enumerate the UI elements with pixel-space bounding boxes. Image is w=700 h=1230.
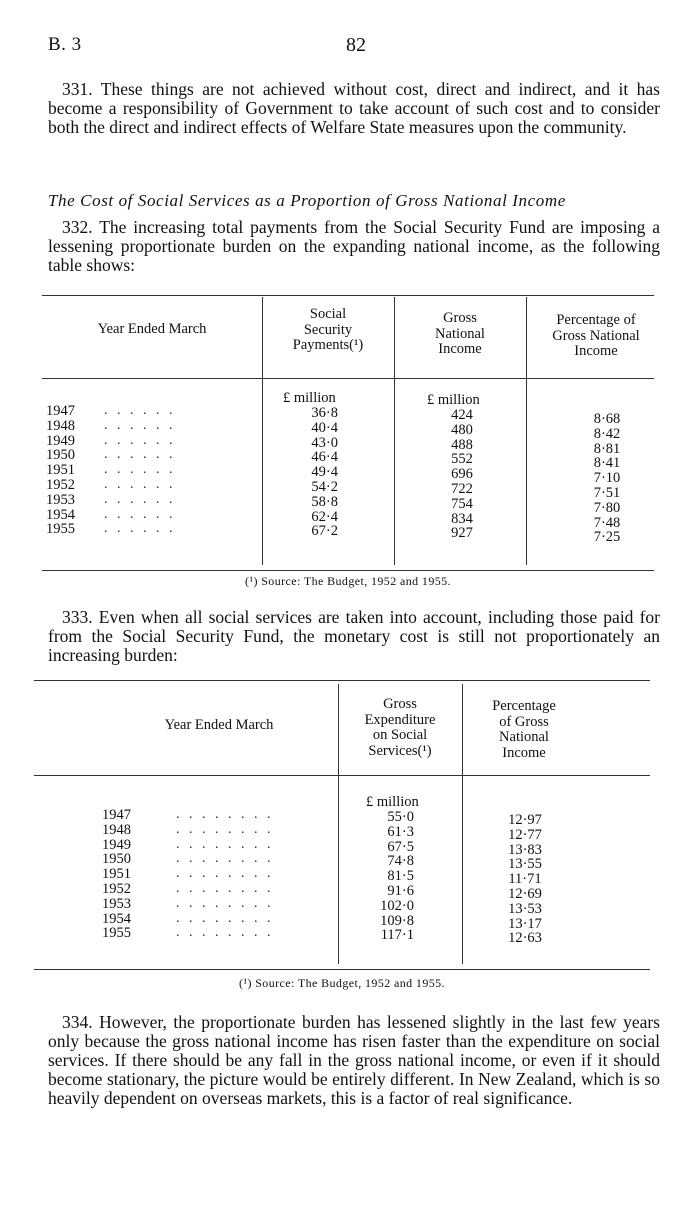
table-cell: 1950: [102, 851, 131, 868]
table1-footnote: (¹) Source: The Budget, 1952 and 1955.: [245, 574, 451, 588]
table1-years: [46, 404, 75, 537]
table1-header-rule: [42, 378, 654, 379]
header-line: Percentage: [492, 698, 556, 714]
paragraph-333: [48, 608, 660, 665]
table-cell: 834: [451, 510, 473, 527]
table1-ssp-values: [296, 406, 338, 539]
table-cell: 1948: [46, 417, 75, 434]
table-cell: 424: [451, 407, 473, 423]
table-cell: 1951: [102, 866, 131, 883]
table-cell: 1947: [46, 403, 75, 419]
table-cell: 1953: [46, 491, 75, 508]
table2-footnote: (¹) Source: The Budget, 1952 and 1955.: [239, 976, 445, 990]
table1-top-rule: [42, 295, 654, 296]
header-line: Gross National: [552, 327, 640, 344]
table-cell: 7·51: [593, 484, 621, 501]
table-cell: 40·4: [311, 419, 338, 436]
table-cell: 12·97: [508, 812, 542, 828]
table2-years: [102, 808, 131, 941]
paragraph-331: [48, 80, 660, 137]
table-cell: 13·17: [508, 915, 542, 932]
table-cell: 8·42: [593, 425, 621, 442]
dot-leader: . . . . . .: [104, 521, 176, 537]
table1-gni-values: [432, 408, 492, 541]
table-cell: 1948: [102, 821, 131, 838]
table2-header-rule: [34, 775, 650, 776]
table1-header-gni: [394, 311, 526, 358]
table-cell: 552: [451, 451, 473, 468]
table-cell: 61·3: [387, 823, 414, 840]
table-cell: 46·4: [311, 449, 338, 466]
table-cell: 91·6: [387, 882, 414, 899]
dot-leader: . . . . . . . .: [176, 925, 274, 941]
table2-bottom-rule: [34, 969, 650, 970]
dot-leader: . . . . . . . .: [176, 836, 274, 852]
dot-leader: . . . . . . . .: [176, 807, 274, 822]
header-line: of Gross: [499, 713, 549, 730]
header-line: Income: [574, 343, 618, 359]
table1-pct-values: [572, 412, 642, 545]
table-cell: 7·10: [593, 470, 621, 487]
table-cell: 1953: [102, 895, 131, 912]
table-cell: 1952: [46, 476, 75, 493]
table-cell: 927: [451, 525, 473, 542]
table-cell: 117·1: [380, 927, 414, 944]
table-cell: 13·83: [508, 841, 542, 858]
table2-unit-ges: £ million: [366, 794, 419, 810]
dot-leader: . . . . . .: [104, 447, 176, 463]
table2-header-ges: [338, 697, 462, 759]
header-line: Expenditure: [364, 711, 436, 728]
table-cell: 36·8: [311, 405, 338, 421]
document-code: B. 3: [48, 34, 82, 55]
table2-top-rule: [34, 680, 650, 681]
dot-leader: . . . . . .: [104, 476, 176, 492]
table-cell: 480: [451, 421, 473, 438]
header-line: on Social: [372, 727, 428, 743]
header-line: Gross: [443, 310, 477, 326]
table-cell: 1947: [102, 807, 131, 823]
header-line: Income: [438, 341, 482, 357]
dot-leader: . . . . . . . .: [176, 910, 274, 926]
table-cell: 102·0: [380, 897, 414, 914]
table-cell: 488: [451, 436, 473, 453]
dot-leader: . . . . . . . .: [176, 895, 274, 911]
paragraph-331-text: 331. These things are not achieved without cost, direct and indirect, and it has become a responsibility of Government to take account of such cost and to consider both the direct and indirect effects of Welfare State measures upon the community.: [48, 79, 660, 137]
table-cell: 1955: [46, 521, 75, 538]
table-cell: 43·0: [311, 434, 338, 451]
header-line: Percentage of: [556, 312, 636, 328]
table1-header-year: Year Ended March: [97, 321, 207, 337]
table-cell: 67·2: [311, 523, 338, 540]
header-line: Payments(¹): [292, 337, 364, 353]
section-heading: The Cost of Social Services as a Proportion of Gross National Income: [48, 191, 566, 210]
table1-unit-ssp: £ million: [283, 390, 336, 406]
table-cell: 12·69: [508, 885, 542, 902]
table-cell: 8·41: [593, 455, 621, 472]
table-cell: 81·5: [387, 868, 414, 885]
paragraph-334: [48, 1013, 660, 1108]
table2-pct-values: [490, 813, 560, 946]
dot-leader: . . . . . .: [104, 432, 176, 448]
table-cell: 1955: [102, 925, 131, 942]
table-cell: 1954: [46, 506, 75, 523]
table-cell: 54·2: [311, 478, 338, 495]
dot-leader: . . . . . .: [104, 403, 176, 418]
table-cell: 7·80: [593, 499, 621, 516]
table2-header-year: Year Ended March: [164, 717, 274, 733]
header-line: Social: [309, 306, 347, 322]
table-cell: 1954: [102, 910, 131, 927]
table-cell: 12·63: [508, 930, 542, 947]
table-cell: 1949: [46, 432, 75, 449]
table2-ges-values: [368, 810, 414, 943]
dot-leader: . . . . . .: [104, 462, 176, 478]
header-line: National: [499, 729, 549, 745]
table-cell: 58·8: [311, 493, 338, 510]
table-cell: 1952: [102, 880, 131, 897]
table1-header-pct: [526, 313, 666, 360]
table-cell: 7·25: [593, 529, 621, 546]
table1-unit-gni: £ million: [427, 392, 480, 408]
table-cell: 7·48: [593, 514, 621, 531]
table-cell: 49·4: [311, 464, 338, 481]
dot-leader: . . . . . .: [104, 506, 176, 522]
table-cell: 722: [451, 480, 473, 497]
table-cell: 1950: [46, 447, 75, 464]
dot-leader: . . . . . . . .: [176, 866, 274, 882]
table-cell: 1951: [46, 462, 75, 479]
table-cell: 62·4: [311, 508, 338, 525]
dot-leader: . . . . . . . .: [176, 821, 274, 837]
paragraph-333-text: 333. Even when all social services are taken into account, including those paid for from the Social Security Fund, the monetary cost is still not proportionately an increasing burden:: [48, 607, 660, 665]
paragraph-334-text: 334. However, the proportionate burden has lessened slightly in the last few years only because the gross national income has risen faster than the expenditure on social services. If there should be any fall in the gross national income, or even if it should become stationary, the picture would be entirely different. In New Zealand, which is so heavily dependent on overseas markets, this is a factor of real significance.: [48, 1012, 660, 1108]
table-cell: 696: [451, 466, 473, 483]
table2-header-pct: [462, 699, 586, 761]
table-cell: 8·81: [593, 440, 621, 457]
header-line: Gross: [383, 696, 417, 712]
table-cell: 754: [451, 495, 473, 512]
header-line: Services(¹): [368, 742, 432, 759]
table1-bottom-rule: [42, 570, 654, 571]
paragraph-332-text: 332. The increasing total payments from the Social Security Fund are imposing a lessening proportionate burden on the expanding national income, as the following table shows:: [48, 217, 660, 275]
table1-dot-leaders: [104, 404, 176, 537]
table-cell: 13·53: [508, 900, 542, 917]
dot-leader: . . . . . .: [104, 417, 176, 433]
table-cell: 109·8: [380, 912, 414, 929]
dot-leader: . . . . . . . .: [176, 880, 274, 896]
table-cell: 67·5: [387, 838, 414, 855]
table-cell: 11·71: [508, 871, 542, 888]
table1-header-ssp: [262, 307, 394, 354]
paragraph-332: [48, 218, 660, 275]
table-cell: 74·8: [387, 853, 414, 870]
header-line: National: [435, 325, 485, 342]
dot-leader: . . . . . .: [104, 491, 176, 507]
table2-dot-leaders: [176, 808, 274, 941]
table-cell: 12·77: [508, 826, 542, 843]
table-cell: 13·55: [508, 856, 542, 873]
header-line: Security: [303, 321, 353, 338]
table-cell: 55·0: [387, 809, 414, 825]
header-line: Income: [502, 744, 546, 761]
dot-leader: . . . . . . . .: [176, 851, 274, 867]
table-cell: 8·68: [593, 411, 621, 427]
page-number: 82: [346, 34, 366, 56]
table-cell: 1949: [102, 836, 131, 853]
